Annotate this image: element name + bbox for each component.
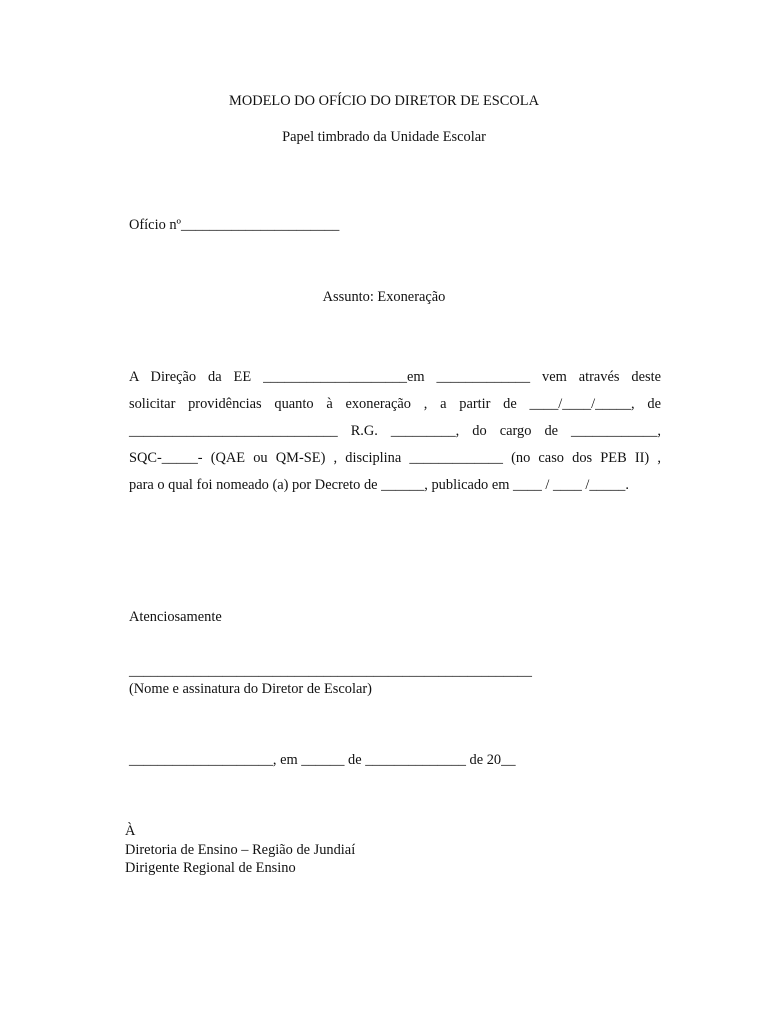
- body-line: para o qual foi nomeado (a) por Decreto de ______, publicado em ____ / ____ /_____.: [129, 477, 629, 493]
- signature-caption: (Nome e assinatura do Diretor de Escolar): [129, 681, 372, 697]
- closing: Atenciosamente: [129, 609, 222, 625]
- subject-line: Assunto: Exoneração: [322, 289, 446, 305]
- recipient-line-1: Diretoria de Ensino – Região de Jundiaí: [125, 842, 356, 858]
- place-date-line: ____________________, em ______ de ______________ de 20__: [129, 752, 516, 768]
- body-line: SQC-_____- (QAE ou QM-SE) , disciplina _____________ (no caso dos PEB II) ,: [129, 450, 661, 466]
- body-line: _____________________________ R.G. _________, do cargo de ____________,: [129, 423, 661, 439]
- document-title: MODELO DO OFÍCIO DO DIRETOR DE ESCOLA: [229, 93, 539, 109]
- letterhead-note: Papel timbrado da Unidade Escolar: [282, 129, 486, 145]
- body-line: solicitar providências quanto à exoneração , a partir de ____/____/_____, de: [129, 396, 661, 412]
- recipient-line-2: Dirigente Regional de Ensino: [125, 860, 296, 876]
- body-paragraph: [129, 369, 661, 504]
- signature-line: ________________________________________________________: [129, 663, 532, 679]
- oficio-number-field: Ofício nº______________________: [129, 217, 340, 233]
- body-line: A Direção da EE ____________________em _____________ vem através deste: [129, 369, 661, 385]
- recipient-prefix: À: [125, 823, 136, 839]
